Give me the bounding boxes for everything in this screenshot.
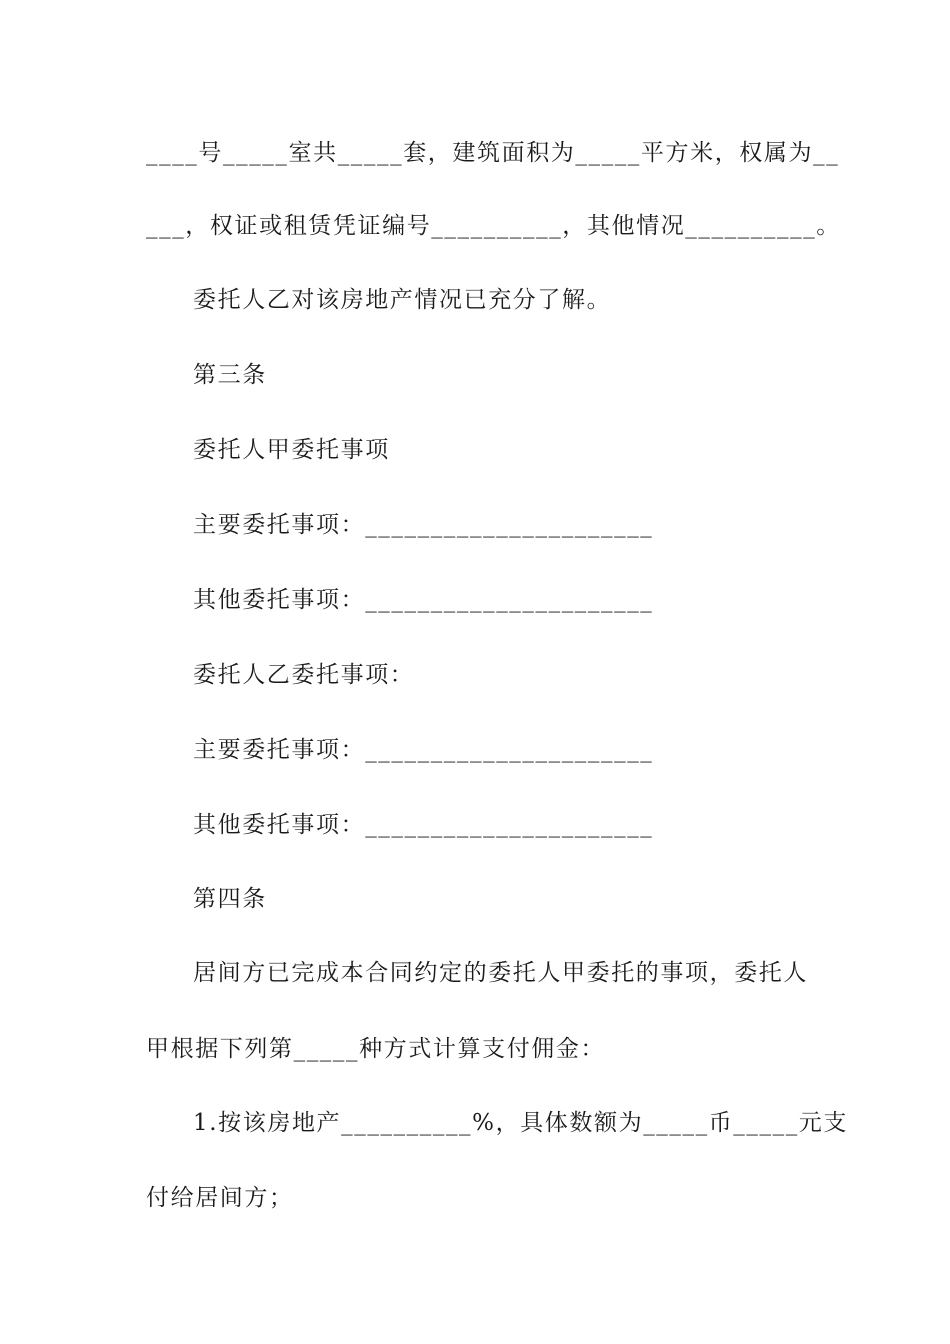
section-heading-3: 第三条 <box>193 362 267 388</box>
paragraph-line: 甲根据下列第_____种方式计算支付佣金： <box>146 1036 606 1062</box>
paragraph-line: 1.按该房地产__________%，具体数额为_____币_____元支 <box>193 1110 848 1136</box>
paragraph-line: 居间方已完成本合同约定的委托人甲委托的事项，委托人 <box>193 960 808 986</box>
form-field-line: 主要委托事项：______________________ <box>193 512 654 538</box>
section-heading-4: 第四条 <box>193 886 267 912</box>
paragraph-line: 委托人乙对该房地产情况已充分了解。 <box>193 287 612 313</box>
paragraph-line: ____号_____室共_____套，建筑面积为_____平方米，权属为__ <box>146 140 840 166</box>
form-field-line: 其他委托事项：______________________ <box>193 812 654 838</box>
paragraph-line: ___，权证或租赁凭证编号__________，其他情况__________。 <box>146 213 841 239</box>
form-field-line: 其他委托事项：______________________ <box>193 587 654 613</box>
paragraph-line: 付给居间方； <box>146 1185 294 1211</box>
paragraph-line: 委托人乙委托事项： <box>193 662 415 688</box>
paragraph-line: 委托人甲委托事项 <box>193 437 390 463</box>
form-field-line: 主要委托事项：______________________ <box>193 737 654 763</box>
